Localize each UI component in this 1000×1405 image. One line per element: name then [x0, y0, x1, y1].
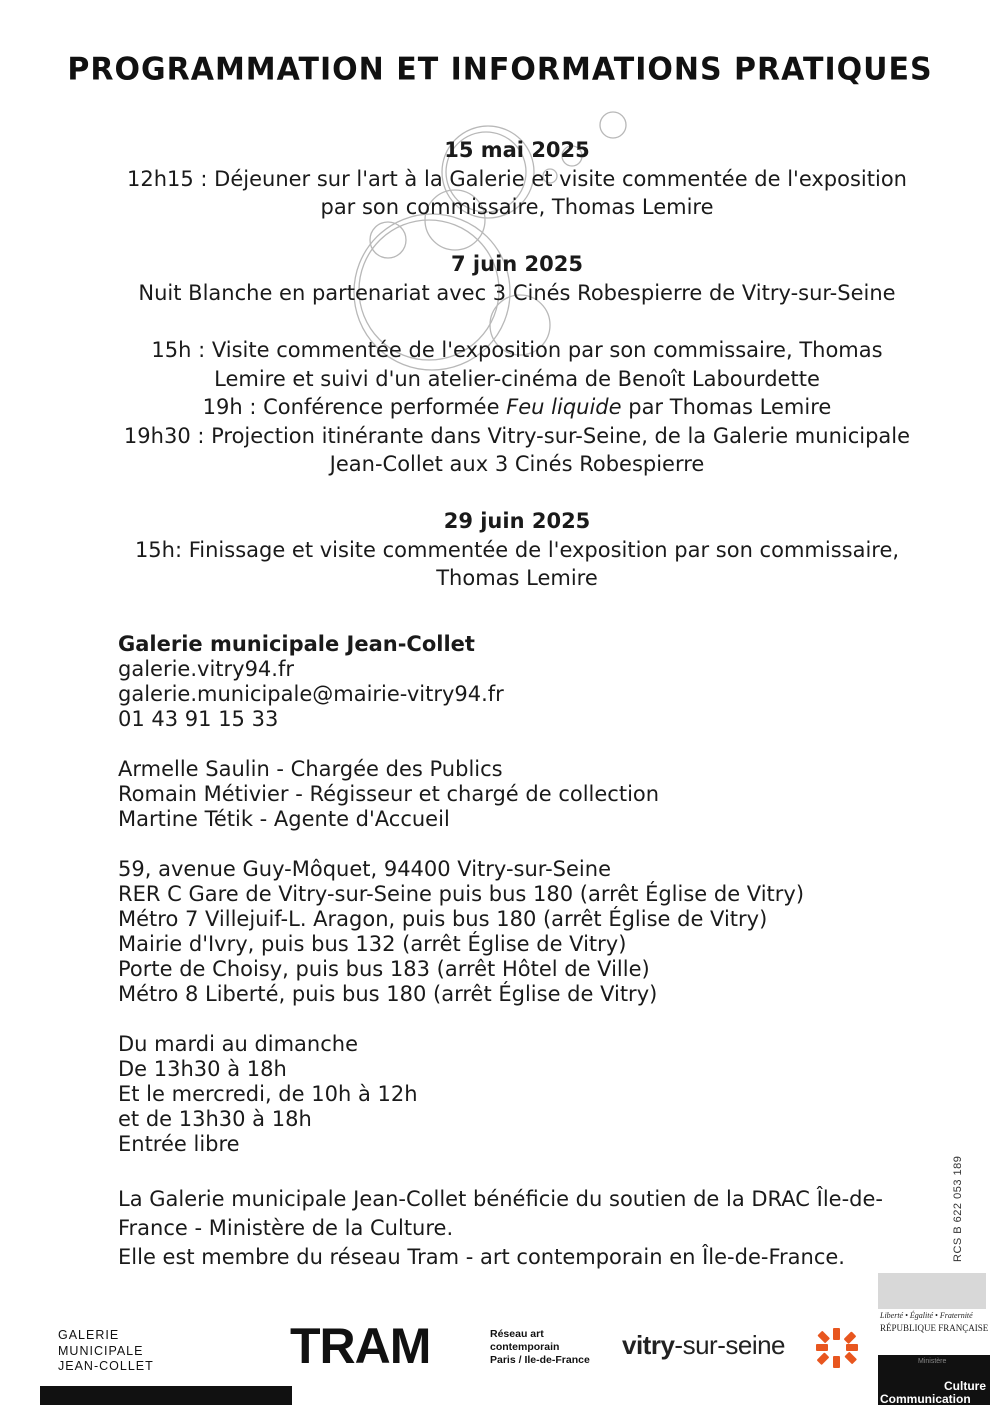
website-link[interactable]: galerie.vitry94.fr [118, 657, 294, 681]
support-line: Elle est membre du réseau Tram - art contemporain en Île-de-France. [118, 1245, 845, 1269]
program-line: 15h : Visite commentée de l'exposition par son commissaire, Thomas [151, 338, 883, 362]
support-text [118, 1185, 928, 1272]
support-line: La Galerie municipale Jean-Collet bénéficie du soutien de la DRAC Île-de- [118, 1187, 883, 1211]
hours-item: et de 13h30 à 18h [118, 1107, 312, 1131]
access-item: Métro 8 Liberté, puis bus 180 (arrêt Église de Vitry) [118, 982, 658, 1006]
program-line: Lemire et suivi d'un atelier-cinéma de Benoît Labourdette [214, 366, 820, 391]
program-line: Jean-Collet aux 3 Cinés Robespierre [329, 452, 705, 476]
program-date: 7 juin 2025 [451, 252, 583, 276]
address: 59, avenue Guy-Môquet, 94400 Vitry-sur-Seine [118, 857, 611, 881]
program-line: 19h30 : Projection itinérante dans Vitry-sur-Seine, de la Galerie municipale [123, 423, 911, 448]
program-day-2 [17, 250, 1000, 307]
program-line: 19h : Conférence performée Feu liquide par Thomas Lemire [202, 395, 832, 419]
opening-hours [118, 1032, 958, 1157]
republic-name: RÉPUBLIQUE FRANÇAISE [880, 1323, 989, 1333]
email-link[interactable]: galerie.municipale@mairie-vitry94.fr [118, 682, 504, 706]
staff-item: Martine Tétik - Agente d'Accueil [118, 807, 450, 831]
program-line: par son commissaire, Thomas Lemire [320, 195, 714, 219]
staff-list [118, 757, 958, 832]
marianne-logo [878, 1273, 986, 1309]
program-day-1 [17, 136, 1000, 222]
phone-number: 01 43 91 15 33 [118, 707, 279, 731]
support-line: France - Ministère de la Culture. [118, 1216, 454, 1240]
hours-item: Du mardi au dimanche [118, 1032, 359, 1056]
page-title: PROGRAMMATION ET INFORMATIONS PRATIQUES [67, 51, 933, 88]
black-bar [40, 1386, 292, 1405]
staff-item: Romain Métivier - Régisseur et chargé de collection [118, 782, 660, 806]
program-date: 29 juin 2025 [443, 509, 591, 533]
access-item: RER C Gare de Vitry-sur-Seine puis bus 180 (arrêt Église de Vitry) [118, 882, 805, 906]
tram-logo-subtitle: Réseau art contemporain Paris / Ile-de-France [490, 1328, 590, 1366]
contact-block [118, 632, 958, 732]
program-line: 15h: Finissage et visite commentée de l'exposition par son commissaire, [134, 537, 900, 562]
event-title: Feu liquide [506, 395, 622, 419]
gallery-name: Galerie municipale Jean-Collet [118, 632, 475, 656]
program-day-3 [17, 507, 1000, 593]
program-line: Thomas Lemire [436, 566, 598, 590]
program-line: 12h15 : Déjeuner sur l'art à la Galerie et visite commentée de l'exposition [126, 166, 907, 191]
tram-logo: TRAM [290, 1318, 431, 1374]
hours-item: Entrée libre [118, 1132, 240, 1156]
program-line: Nuit Blanche en partenariat avec 3 Cinés Robespierre de Vitry-sur-Seine [138, 280, 896, 305]
program-date: 15 mai 2025 [444, 138, 590, 162]
access-item: Porte de Choisy, puis bus 183 (arrêt Hôtel de Ville) [118, 957, 650, 981]
hours-item: De 13h30 à 18h [118, 1057, 287, 1081]
access-list [118, 857, 958, 1007]
galerie-logo: GALERIE MUNICIPALE JEAN-COLLET [58, 1328, 154, 1373]
staff-item: Armelle Saulin - Chargée des Publics [118, 757, 503, 781]
access-item: Mairie d'Ivry, puis bus 132 (arrêt Église de Vitry) [118, 932, 627, 956]
access-item: Métro 7 Villejuif-L. Aragon, puis bus 180 (arrêt Église de Vitry) [118, 907, 768, 931]
republic-motto: Liberté • Égalité • Fraternité [880, 1311, 973, 1320]
program-day-2-details [17, 336, 1000, 479]
vitry-logo: vitry-sur-seine [622, 1330, 786, 1360]
rcs-number: RCS B 622 053 189 [952, 1155, 964, 1262]
hours-item: Et le mercredi, de 10h à 12h [118, 1082, 418, 1106]
vitry-star-icon [812, 1326, 862, 1370]
